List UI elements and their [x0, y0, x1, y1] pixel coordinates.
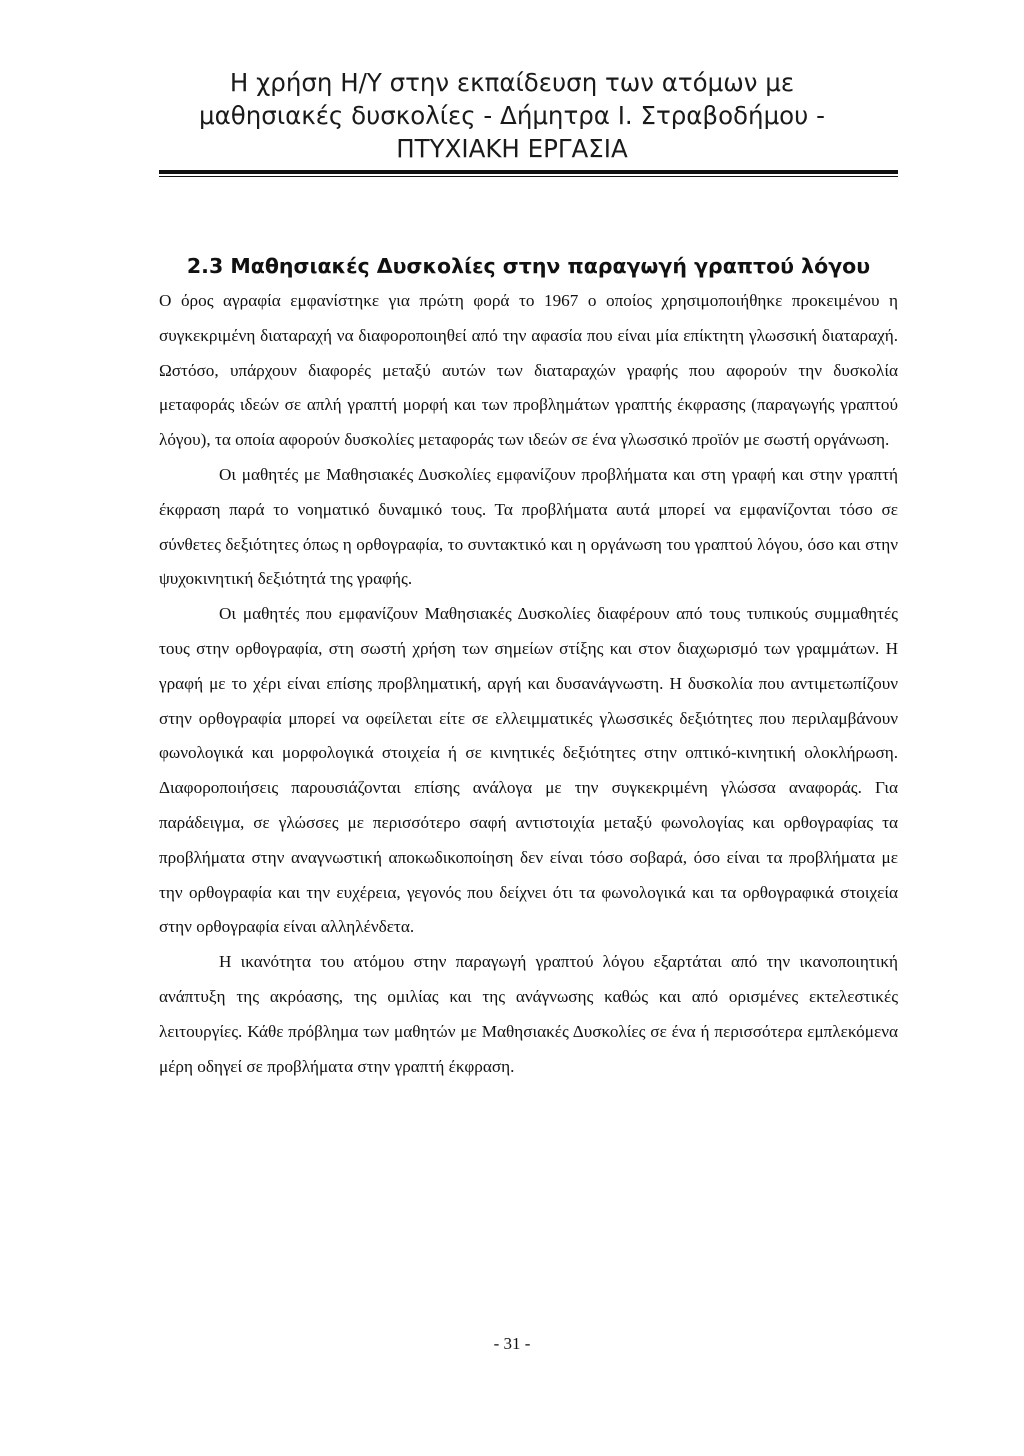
header-line-2: μαθησιακές δυσκολίες - Δήμητρα Ι. Στραβοδήμου - [199, 101, 825, 130]
header-rule-thin [159, 176, 898, 177]
paragraph: Η ικανότητα του ατόμου στην παραγωγή γραπτού λόγου εξαρτάται από την ικανοποιητική ανάπτυξη της ακρόασης, της ομιλίας και της ανάγνωσης καθώς και από ορισμένες εκτελεστικές λειτουργίες. Κάθε πρόβλημα των μαθητών με Μαθησιακές Δυσκολίες σε ένα ή περισσότερα εμπλεκόμενα μέρη οδηγεί σε προβλήματα στην γραπτή έκφραση. [159, 952, 898, 1076]
header-rule-thick [159, 170, 898, 174]
header-line-3: ΠΤΥΧΙΑΚΗ ΕΡΓΑΣΙΑ [396, 134, 628, 163]
page-number: - 31 - [493, 1334, 531, 1353]
section-title: 2.3 Μαθησιακές Δυσκολίες στην παραγωγή γραπτού λόγου [186, 254, 871, 278]
paragraph: Οι μαθητές με Μαθησιακές Δυσκολίες εμφανίζουν προβλήματα και στη γραφή και στην γραπτή έκφραση παρά το νοηματικό δυναμικό τους. Τα προβλήματα αυτά μπορεί να εμφανίζονται τόσο σε σύνθετες δεξιότητες όπως η ορθογραφία, το συντακτικό και η οργάνωση του γραπτού λόγου, όσο και στην ψυχοκινητική δεξιότητά της γραφής. [159, 464, 898, 589]
paragraph: Οι μαθητές που εμφανίζουν Μαθησιακές Δυσκολίες διαφέρουν από τους τυπικούς συμμαθητές τους στην ορθογραφία, στη σωστή χρήση των σημείων στίξης και στον διαχωρισμό των γραμμάτων. Η γραφή με το χέρι είναι επίσης προβληματική, αργή και δυσανάγνωστη. Η δυσκολία που αντιμετωπίζουν στην ορθογραφία μπορεί να οφείλεται είτε σε ελλειμματικές γλωσσικές δεξιότητες που περιλαμβάνουν φωνολογικά και μορφολογικά στοιχεία ή σε κινητικές δεξιότητες στην οπτικό-κινητική ολοκλήρωση. Διαφοροποιήσεις παρουσιάζονται επίσης ανάλογα με την συγκεκριμένη γλώσσα αναφοράς. Για παράδειγμα, σε γλώσσες με περισσότερο σαφή αντιστοιχία μεταξύ φωνολογίας και ορθογραφίας τα προβλήματα στην αναγνωστική αποκωδικοποίηση δεν είναι τόσο σοβαρά, όσο είναι τα προβλήματα με την ορθογραφία και την ευχέρεια, γεγονός που δείχνει ότι τα φωνολογικά και τα ορθογραφικά στοιχεία στην ορθογραφία είναι αλληλένδετα. [159, 604, 898, 937]
header-line-1: Η χρήση Η/Υ στην εκπαίδευση των ατόμων με [229, 68, 795, 97]
page-body [159, 252, 898, 1084]
running-header [0, 66, 1024, 165]
paragraph: Ο όρος αγραφία εμφανίστηκε για πρώτη φορά το 1967 ο οποίος χρησιμοποιήθηκε προκειμένου η συγκεκριμένη διαταραχή να διαφοροποιηθεί από την αφασία που είναι μία επίκτητη γλωσσική διαταραχή. Ωστόσο, υπάρχουν διαφορές μεταξύ αυτών των διαταραχών γραφής που αφορούν την δυσκολία μεταφοράς ιδεών σε απλή γραπτή μορφή και των προβλημάτων γραπτής έκφρασης (παραγωγής γραπτού λόγου), τα οποία αφορούν δυσκολίες μεταφοράς των ιδεών σε ένα γλωσσικό προϊόν με σωστή οργάνωση. [159, 291, 898, 450]
